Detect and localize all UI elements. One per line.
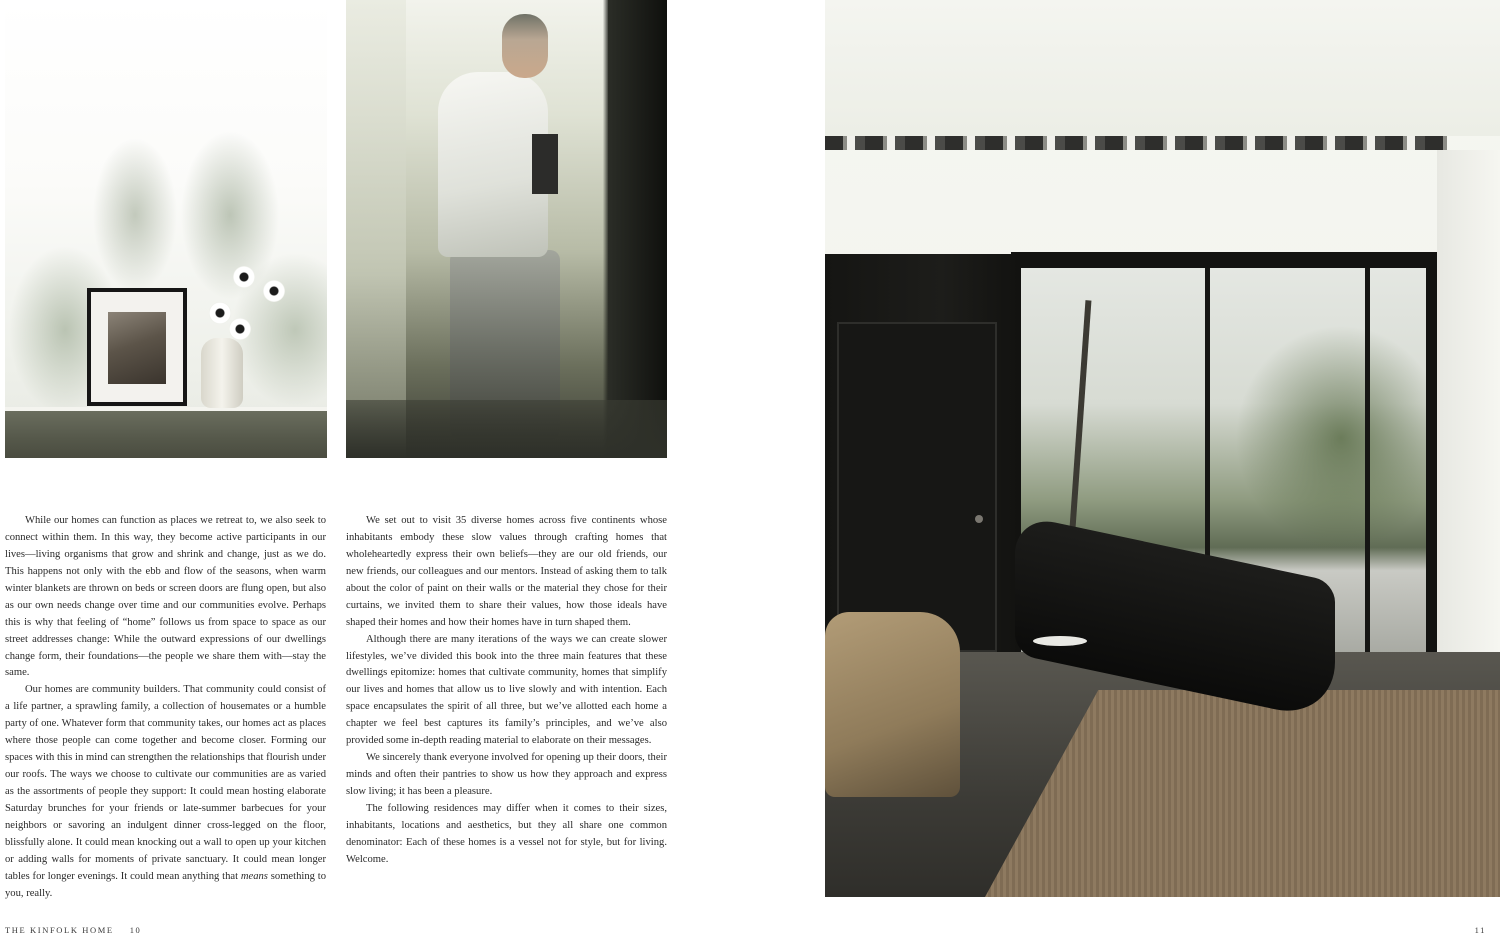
armchair [825, 612, 960, 797]
running-title: THE KINFOLK HOME [5, 925, 114, 935]
anemone-flower [229, 318, 251, 340]
page-number: 11 [1474, 925, 1486, 935]
body-text: something to you, really. [5, 870, 326, 899]
living-room-photo [825, 0, 1500, 897]
black-door [837, 322, 997, 652]
body-paragraph: We set out to visit 35 diverse homes across five continents whose inhabitants embody these slow values through crafting homes that wholeheartedly express their own beliefs—they are our old friends, our new friends, our colleagues and our mentors. Instead of asking them to talk about the color of paint on their walls or the material they chose for their curtains, we invited them to share their values, how those ideals have shaped their homes and how their homes have in turn shaped them. [346, 515, 667, 628]
window-pane [346, 0, 406, 458]
body-text: Our homes are community builders. That community could consist of a life partner, a sprawling family, a collection of housemates or a humble party of one. Whatever form that community takes, our homes act as places where those people can come together and become closer. Forming our spaces with this in mind can strengthen the relationships that flourish under our roofs. The ways we choose to cultivate our communities are as varied as the assortments of people they support: It could mean hosting elaborate Saturday brunches for your friends or late-summer barbecues for your neighbors or savoring an indulgent dinner cross-legged on the floor, blissfully alone. It could mean knocking out a wall to open up your kitchen or adding walls for moments of private sanctuary. It could mean longer tables for longer evenings. It could mean anything that [5, 684, 326, 882]
side-table [1033, 636, 1087, 646]
body-paragraph: We sincerely thank everyone involved for opening up their doors, their minds and often their pantries to show us how they approach and express slow living; it has been a pleasure. [346, 752, 667, 797]
floor-shadow [346, 400, 667, 458]
man-head [502, 14, 548, 78]
text-column-right [346, 513, 667, 869]
text-column-left [5, 513, 326, 903]
white-wall [1437, 150, 1500, 680]
still-life-photo [5, 0, 327, 458]
dark-door [608, 0, 667, 458]
body-paragraph: While our homes can function as places we retreat to, we also seek to connect within them. In this way, they become active participants in our lives—living organisms that grow and shrink and change, just as we do. This happens not only with the ebb and flow of the seasons, when warm winter blankets are thrown on beds or screen doors are flung open, but also as our own needs change over time and our communities evolve. Perhaps this is why that feeling of “home” follows us from space to space as our street addresses change: While the outward expressions of our dwellings change form, their foundations—the people we share them with—stay the same. [5, 515, 326, 679]
anemone-flower [263, 280, 285, 302]
vase [201, 338, 243, 408]
folio-right [1475, 925, 1486, 935]
window-mullion [1365, 268, 1370, 656]
body-paragraph [5, 682, 326, 902]
carried-book [532, 134, 558, 194]
anemone-flower [233, 266, 255, 288]
man-walking-photo [346, 0, 667, 458]
anemone-flower [209, 302, 231, 324]
body-paragraph: Although there are many iterations of the ways we can create slower lifestyles, we’ve divided this book into the three main features that these dwellings epitomize: homes that cultivate community, homes that simplify our lives and homes that allow us to live slowly and with intention. Each space encapsulates the spirit of all three, but we’ve allotted each home a chapter we feel best captures its family’s principles, and we’ve also provided some in-depth reading material to elaborate on their messages. [346, 633, 667, 747]
page-number: 10 [129, 925, 142, 935]
bookshelf-strip [825, 136, 1447, 150]
emphasis-text: means [240, 870, 268, 882]
folio-left [5, 925, 141, 935]
ceiling [825, 0, 1500, 136]
picture-frame [87, 288, 187, 406]
window-sill [5, 411, 327, 458]
framed-photograph [108, 312, 166, 384]
body-paragraph: The following residences may differ when it comes to their sizes, inhabitants, locations and aesthetics, but they all share one common denominator: Each of these homes is a vessel not for style, but for living. Welcome. [346, 802, 667, 865]
door-knob [975, 515, 983, 523]
